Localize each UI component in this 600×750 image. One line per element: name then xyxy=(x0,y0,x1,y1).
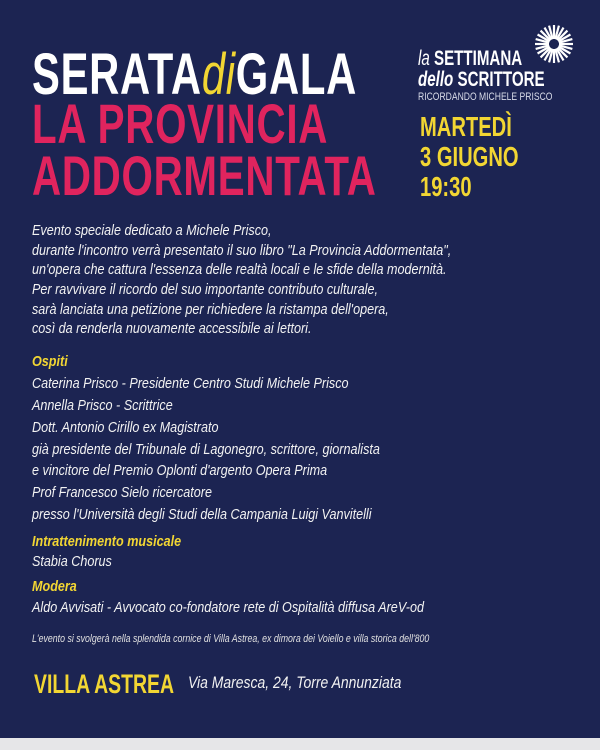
logo-prefix: la xyxy=(418,47,430,70)
guest-line: presso l'Università degli Studi della Campania Luigi Vanvitelli xyxy=(32,506,372,523)
title-part-di: di xyxy=(201,42,236,107)
event-date: 3 GIUGNO xyxy=(420,141,519,172)
guest-line: e vincitore del Premio Oplonti d'argento Opera Prima xyxy=(32,462,328,479)
event-time: 19:30 xyxy=(420,171,472,202)
logo-word: SCRITTORE xyxy=(457,68,545,91)
logo-line-2 xyxy=(418,69,545,91)
guest-line: Annella Prisco - Scrittrice xyxy=(32,397,173,414)
book-title-line: LA PROVINCIA xyxy=(32,92,329,155)
description-line: così da renderla nuovamente accessibile ai lettori. xyxy=(32,320,312,337)
music-heading: Intrattenimento musicale xyxy=(32,533,182,550)
description-line: Per ravvivare il ricordo del suo importante contributo culturale, xyxy=(32,281,378,298)
book-title-line: ADDORMENTATA xyxy=(32,144,377,207)
venue-name: VILLA ASTREA xyxy=(34,669,175,699)
guest-line: Caterina Prisco - Presidente Centro Studi Michele Prisco xyxy=(32,375,349,392)
title-part-serata: SERATA xyxy=(32,42,202,107)
logo-tagline: RICORDANDO MICHELE PRISCO xyxy=(418,91,553,103)
bottom-strip xyxy=(0,738,600,750)
moderator-heading: Modera xyxy=(32,578,77,595)
sunburst-icon xyxy=(534,24,574,64)
moderator-text: Aldo Avvisati - Avvocato co-fondatore rete di Ospitalità diffusa AreV-od xyxy=(32,599,424,616)
guest-line: Prof Francesco Sielo ricercatore xyxy=(32,484,212,501)
venue-address: Via Maresca, 24, Torre Annunziata xyxy=(188,673,402,692)
description-line: Evento speciale dedicato a Michele Prisco, xyxy=(32,222,272,239)
music-text: Stabia Chorus xyxy=(32,553,112,570)
guests-heading: Ospiti xyxy=(32,353,68,370)
event-day: MARTEDÌ xyxy=(420,111,512,142)
logo-prefix: dello xyxy=(418,68,454,91)
logo-word: SETTIMANA xyxy=(433,47,523,70)
guest-line: già presidente del Tribunale di Lagonegro, scrittore, giornalista xyxy=(32,441,380,458)
description-line: un'opera che cattura l'essenza delle realtà locali e le sfide della modernità. xyxy=(32,261,447,278)
title-part-gala: GALA xyxy=(235,42,357,107)
description-line: durante l'incontro verrà presentato il suo libro "La Provincia Addormentata", xyxy=(32,242,452,259)
venue-note: L'evento si svolgerà nella splendida cornice di Villa Astrea, ex dimora dei Voiello e villa storica dell'800 xyxy=(32,633,430,645)
book-title xyxy=(32,92,377,207)
description-line: sarà lanciata una petizione per richiedere la ristampa dell'opera, xyxy=(32,301,389,318)
guest-line: Dott. Antonio Cirillo ex Magistrato xyxy=(32,419,219,436)
logo-line-1 xyxy=(418,48,522,70)
